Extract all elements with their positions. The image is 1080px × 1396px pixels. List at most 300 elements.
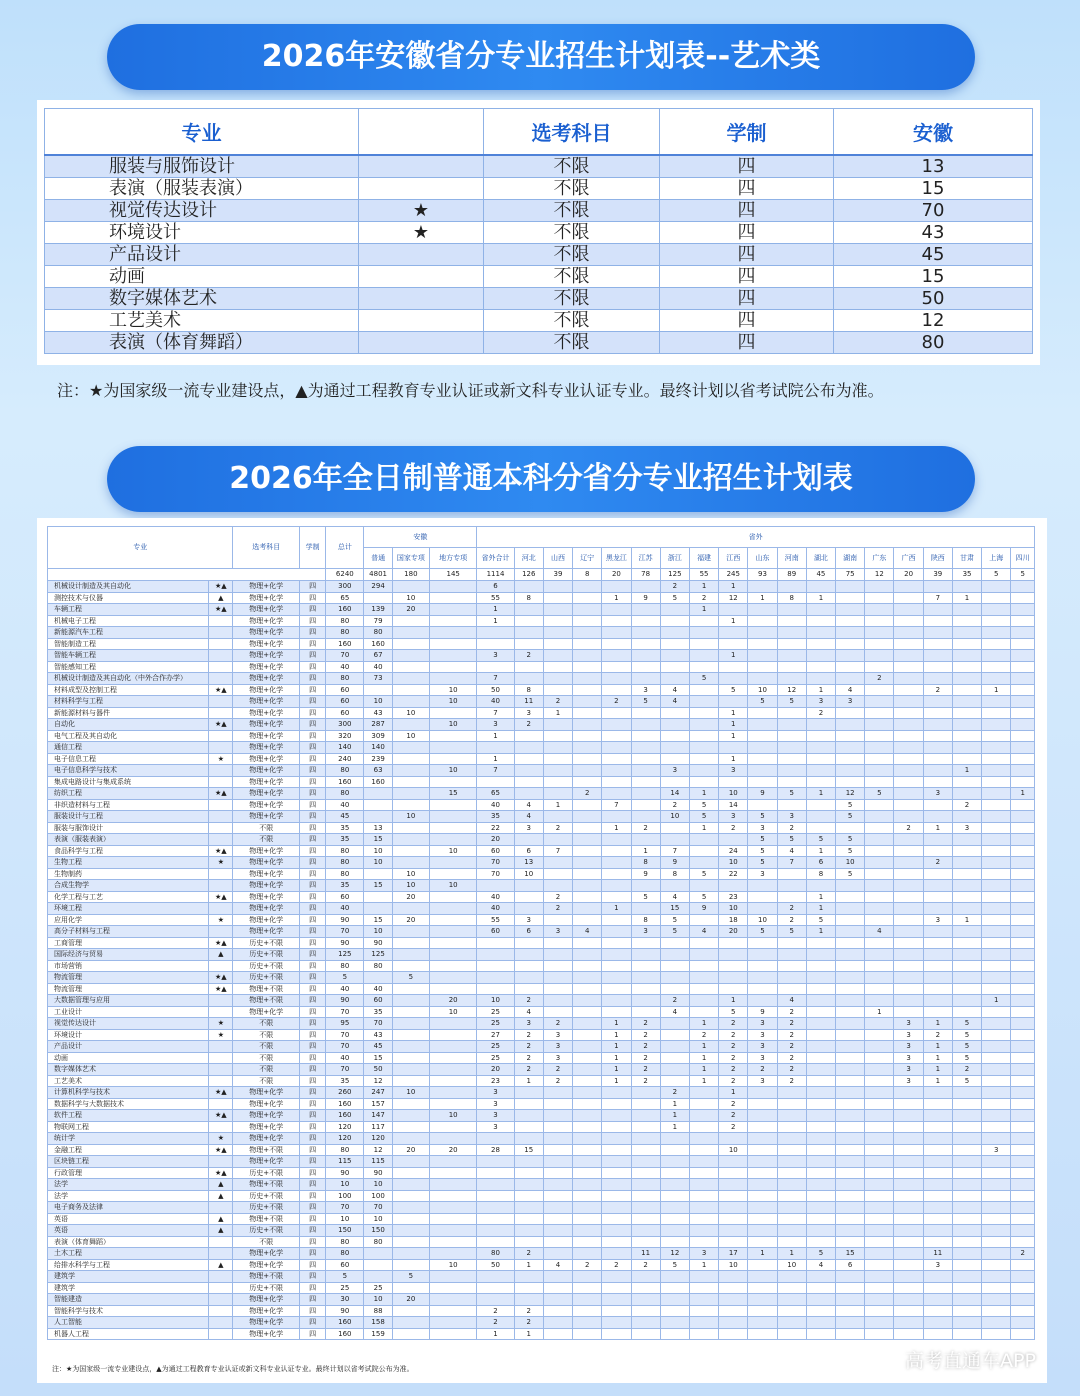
value-cell [923, 1156, 952, 1168]
mark-cell: ▲ [209, 592, 233, 604]
value-cell [982, 1190, 1011, 1202]
subject-cell: 不限 [484, 266, 660, 288]
value-cell: 43 [364, 707, 392, 719]
value-cell: 3 [748, 1041, 777, 1053]
value-cell [982, 1248, 1011, 1260]
value-cell [689, 949, 718, 961]
value-cell [923, 995, 952, 1007]
value-cell [982, 799, 1011, 811]
value-cell [806, 1156, 835, 1168]
value-cell: 15 [364, 880, 392, 892]
value-cell: 2 [573, 1259, 602, 1271]
years-cell: 四 [660, 222, 834, 244]
total-cell: 126 [514, 569, 543, 581]
value-cell [543, 627, 572, 639]
value-cell: 40 [477, 891, 514, 903]
value-cell: 23 [719, 891, 748, 903]
table-row [48, 707, 1035, 719]
mark-cell [209, 1282, 233, 1294]
value-cell: 320 [326, 730, 364, 742]
value-cell [1011, 1213, 1035, 1225]
value-cell [836, 926, 865, 938]
value-cell: 15 [660, 903, 689, 915]
value-cell [392, 765, 429, 777]
subject-cell: 物理+化学 [233, 661, 300, 673]
value-cell [543, 949, 572, 961]
subject-cell: 物理+化学 [233, 707, 300, 719]
value-cell [573, 1213, 602, 1225]
value-cell: 15 [514, 1144, 543, 1156]
value-cell: 四 [299, 1110, 325, 1122]
value-cell [392, 1156, 429, 1168]
value-cell: 5 [748, 811, 777, 823]
value-cell [894, 1133, 923, 1145]
value-cell [689, 742, 718, 754]
value-cell: 8 [631, 857, 660, 869]
value-cell [631, 960, 660, 972]
major-cell: 表演（体育舞蹈） [45, 332, 359, 354]
total-cell: 39 [923, 569, 952, 581]
subject-cell: 物理+化学 [233, 1121, 300, 1133]
value-cell [982, 627, 1011, 639]
value-cell: 27 [477, 1029, 514, 1041]
subject-cell: 物理+化学 [233, 615, 300, 627]
value-cell [631, 765, 660, 777]
header-years: 学制 [660, 109, 834, 156]
value-cell: 四 [299, 1064, 325, 1076]
value-cell: 80 [326, 960, 364, 972]
value-cell: 四 [299, 1029, 325, 1041]
mark-cell [209, 799, 233, 811]
value-cell [748, 581, 777, 593]
value-cell [631, 776, 660, 788]
value-cell: 30 [326, 1294, 364, 1306]
value-cell [429, 1098, 476, 1110]
value-cell [477, 983, 514, 995]
value-cell [689, 1202, 718, 1214]
value-cell [392, 1006, 429, 1018]
value-cell [602, 661, 631, 673]
value-cell [392, 1179, 429, 1191]
value-cell [429, 1087, 476, 1099]
value-cell [543, 960, 572, 972]
value-cell [806, 937, 835, 949]
value-cell: 13 [364, 822, 392, 834]
major-cell: 智能制造工程 [48, 638, 209, 650]
mark-cell [359, 155, 484, 178]
major-cell: 智能建造 [48, 1294, 209, 1306]
value-cell: 60 [477, 845, 514, 857]
major-cell: 车辆工程 [48, 604, 209, 616]
value-cell [1011, 1328, 1035, 1340]
total-cell: 5 [1011, 569, 1035, 581]
value-cell [543, 811, 572, 823]
value-cell: 5 [689, 673, 718, 685]
value-cell [429, 1190, 476, 1202]
art-table-row [45, 244, 1033, 266]
value-cell: 四 [299, 1144, 325, 1156]
subject-cell: 物理+不限 [233, 1213, 300, 1225]
value-cell [777, 891, 806, 903]
value-cell [836, 742, 865, 754]
value-cell: 5 [392, 1271, 429, 1283]
value-cell [477, 972, 514, 984]
value-cell [573, 1248, 602, 1260]
value-cell [1011, 1029, 1035, 1041]
table-row [48, 742, 1035, 754]
value-cell: 1 [748, 1248, 777, 1260]
value-cell: 5 [777, 926, 806, 938]
value-cell [392, 1110, 429, 1122]
value-cell [689, 719, 718, 731]
value-cell [631, 581, 660, 593]
major-cell: 环境工程 [48, 903, 209, 915]
value-cell: 2 [806, 707, 835, 719]
value-cell [573, 891, 602, 903]
value-cell: 240 [326, 753, 364, 765]
subject-cell: 物理+化学 [233, 719, 300, 731]
value-cell: 2 [719, 1064, 748, 1076]
value-cell: 70 [477, 868, 514, 880]
value-cell [836, 1294, 865, 1306]
value-cell: 1 [923, 822, 952, 834]
value-cell [392, 1064, 429, 1076]
value-cell [865, 592, 894, 604]
value-cell [429, 960, 476, 972]
value-cell [982, 753, 1011, 765]
mark-cell: ▲ [209, 1190, 233, 1202]
value-cell [660, 707, 689, 719]
value-cell [514, 1236, 543, 1248]
major-cell: 工艺美术 [45, 310, 359, 332]
value-cell: 2 [543, 1018, 572, 1030]
value-cell [573, 1236, 602, 1248]
value-cell: 90 [364, 937, 392, 949]
value-cell [602, 1098, 631, 1110]
value-cell: 12 [364, 1075, 392, 1087]
value-cell [392, 1121, 429, 1133]
value-cell: 115 [364, 1156, 392, 1168]
value-cell [836, 1225, 865, 1237]
value-cell [923, 983, 952, 995]
value-cell: 13 [514, 857, 543, 869]
value-cell: 300 [326, 581, 364, 593]
value-cell [777, 937, 806, 949]
value-cell [748, 730, 777, 742]
major-cell: 物联网工程 [48, 1121, 209, 1133]
value-cell [631, 1282, 660, 1294]
value-cell [602, 1248, 631, 1260]
value-cell [392, 650, 429, 662]
value-cell: 160 [326, 604, 364, 616]
major-cell: 食品科学与工程 [48, 845, 209, 857]
value-cell [748, 1098, 777, 1110]
value-cell: 10 [364, 857, 392, 869]
value-cell: 5 [777, 788, 806, 800]
value-cell: 四 [299, 834, 325, 846]
value-cell [894, 742, 923, 754]
value-cell [392, 615, 429, 627]
table-row [48, 891, 1035, 903]
value-cell: 1 [689, 604, 718, 616]
value-cell [894, 891, 923, 903]
total-cell: 89 [777, 569, 806, 581]
value-cell [982, 811, 1011, 823]
value-cell [631, 903, 660, 915]
value-cell [543, 1248, 572, 1260]
value-cell: 1 [689, 1259, 718, 1271]
subject-cell: 物理+化学 [233, 627, 300, 639]
value-cell [631, 983, 660, 995]
value-cell [865, 1305, 894, 1317]
value-cell [952, 1236, 981, 1248]
value-cell: 159 [364, 1328, 392, 1340]
value-cell: 3 [631, 684, 660, 696]
value-cell [806, 753, 835, 765]
value-cell [836, 903, 865, 915]
value-cell: 4 [543, 1259, 572, 1271]
value-cell [806, 1271, 835, 1283]
value-cell [748, 903, 777, 915]
value-cell: 55 [477, 914, 514, 926]
major-cell: 机械设计制造及其自动化（中外合作办学） [48, 673, 209, 685]
value-cell [543, 972, 572, 984]
major-cell: 智能车辆工程 [48, 650, 209, 662]
subject-cell: 历史+不限 [233, 937, 300, 949]
value-cell: 20 [392, 604, 429, 616]
value-cell: 四 [299, 1052, 325, 1064]
table-row [48, 1156, 1035, 1168]
mark-cell: ★ [209, 1029, 233, 1041]
value-cell [573, 638, 602, 650]
subject-cell: 物理+不限 [233, 995, 300, 1007]
value-cell: 10 [392, 730, 429, 742]
value-cell: 80 [326, 857, 364, 869]
subject-cell: 物理+化学 [233, 1006, 300, 1018]
value-cell: 2 [514, 1248, 543, 1260]
mark-cell [209, 1156, 233, 1168]
value-cell [777, 753, 806, 765]
value-cell [952, 937, 981, 949]
value-cell [806, 949, 835, 961]
value-cell [429, 811, 476, 823]
mark-cell [359, 178, 484, 200]
value-cell [982, 1121, 1011, 1133]
value-cell [806, 983, 835, 995]
mark-cell: ★▲ [209, 581, 233, 593]
value-cell: 2 [631, 1029, 660, 1041]
value-cell [836, 1087, 865, 1099]
value-cell [364, 1271, 392, 1283]
value-cell [777, 661, 806, 673]
value-cell: 3 [836, 696, 865, 708]
value-cell [836, 880, 865, 892]
value-cell [573, 1282, 602, 1294]
value-cell [514, 627, 543, 639]
value-cell [952, 753, 981, 765]
value-cell [719, 1282, 748, 1294]
value-cell [952, 1282, 981, 1294]
value-cell: 60 [326, 696, 364, 708]
value-cell: 四 [299, 799, 325, 811]
value-cell: 10 [364, 845, 392, 857]
value-cell [631, 1133, 660, 1145]
value-cell: 2 [631, 1018, 660, 1030]
value-cell: 18 [719, 914, 748, 926]
value-cell [894, 592, 923, 604]
value-cell [952, 581, 981, 593]
total-cell: 145 [429, 569, 476, 581]
value-cell: 2 [602, 696, 631, 708]
value-cell: 四 [299, 1087, 325, 1099]
value-cell: 3 [894, 1075, 923, 1087]
value-cell: 四 [299, 1282, 325, 1294]
value-cell [1011, 581, 1035, 593]
value-cell: 1 [477, 753, 514, 765]
value-cell: 10 [364, 1294, 392, 1306]
value-cell: 四 [299, 719, 325, 731]
value-cell [894, 926, 923, 938]
value-cell: 15 [364, 914, 392, 926]
value-cell: 35 [326, 834, 364, 846]
value-cell: 17 [719, 1248, 748, 1260]
value-cell [748, 799, 777, 811]
value-cell [573, 1052, 602, 1064]
value-cell: 35 [477, 811, 514, 823]
mark-cell [209, 960, 233, 972]
value-cell [514, 1282, 543, 1294]
value-cell [894, 1167, 923, 1179]
value-cell: 20 [392, 1294, 429, 1306]
value-cell [602, 707, 631, 719]
value-cell: 10 [429, 719, 476, 731]
value-cell [923, 880, 952, 892]
value-cell [952, 926, 981, 938]
value-cell: 4 [836, 684, 865, 696]
value-cell [689, 684, 718, 696]
value-cell [660, 972, 689, 984]
value-cell [543, 592, 572, 604]
value-cell [923, 960, 952, 972]
value-cell [392, 742, 429, 754]
value-cell: 3 [477, 1121, 514, 1133]
value-cell [1011, 914, 1035, 926]
value-cell: 1 [719, 1087, 748, 1099]
value-cell [923, 719, 952, 731]
value-cell: 2 [631, 1052, 660, 1064]
value-cell [689, 638, 718, 650]
major-cell: 英语 [48, 1225, 209, 1237]
value-cell [660, 983, 689, 995]
value-cell [689, 995, 718, 1007]
value-cell [865, 914, 894, 926]
value-cell [806, 1213, 835, 1225]
value-cell [806, 776, 835, 788]
value-cell [894, 707, 923, 719]
value-cell [836, 914, 865, 926]
value-cell [631, 1087, 660, 1099]
value-cell [392, 1190, 429, 1202]
value-cell [689, 776, 718, 788]
value-cell [865, 1271, 894, 1283]
value-cell [631, 627, 660, 639]
value-cell: 1 [689, 581, 718, 593]
value-cell [689, 983, 718, 995]
value-cell: 1 [660, 1110, 689, 1122]
subheader-cell: 上海 [982, 548, 1011, 569]
value-cell: 35 [364, 1006, 392, 1018]
value-cell [631, 1317, 660, 1329]
total-cell: 245 [719, 569, 748, 581]
value-cell: 1 [602, 1041, 631, 1053]
value-cell [660, 1202, 689, 1214]
value-cell [952, 1248, 981, 1260]
value-cell [573, 1075, 602, 1087]
value-cell [865, 972, 894, 984]
value-cell [477, 960, 514, 972]
value-cell [748, 661, 777, 673]
value-cell: 1 [982, 995, 1011, 1007]
value-cell: 2 [660, 995, 689, 1007]
table-row [48, 788, 1035, 800]
value-cell [777, 1305, 806, 1317]
years-cell: 四 [660, 200, 834, 222]
table-row [48, 811, 1035, 823]
value-cell: 四 [299, 937, 325, 949]
value-cell: 5 [836, 834, 865, 846]
value-cell [923, 972, 952, 984]
value-cell [894, 1156, 923, 1168]
value-cell [1011, 845, 1035, 857]
value-cell: 5 [660, 1259, 689, 1271]
value-cell: 15 [836, 1248, 865, 1260]
value-cell: 1 [602, 1018, 631, 1030]
value-cell [429, 1282, 476, 1294]
years-cell: 四 [660, 266, 834, 288]
value-cell [1011, 1087, 1035, 1099]
value-cell [952, 1305, 981, 1317]
total-cell: 1114 [477, 569, 514, 581]
value-cell [952, 972, 981, 984]
value-cell: 2 [543, 696, 572, 708]
mark-cell [209, 661, 233, 673]
value-cell [477, 1202, 514, 1214]
value-cell: 10 [719, 903, 748, 915]
value-cell [806, 960, 835, 972]
value-cell [1011, 684, 1035, 696]
value-cell: 四 [299, 822, 325, 834]
value-cell [894, 1271, 923, 1283]
value-cell [952, 788, 981, 800]
value-cell [392, 1041, 429, 1053]
value-cell [429, 638, 476, 650]
value-cell [631, 742, 660, 754]
value-cell [923, 1144, 952, 1156]
value-cell [689, 1213, 718, 1225]
value-cell: 2 [543, 822, 572, 834]
value-cell [865, 1225, 894, 1237]
subject-cell: 物理+化学 [233, 650, 300, 662]
value-cell: 10 [429, 1259, 476, 1271]
value-cell [1011, 1121, 1035, 1133]
value-cell: 10 [392, 880, 429, 892]
value-cell [660, 1167, 689, 1179]
value-cell [429, 1167, 476, 1179]
value-cell [689, 1110, 718, 1122]
value-cell [477, 742, 514, 754]
table-row [48, 1248, 1035, 1260]
table-row [48, 1259, 1035, 1271]
